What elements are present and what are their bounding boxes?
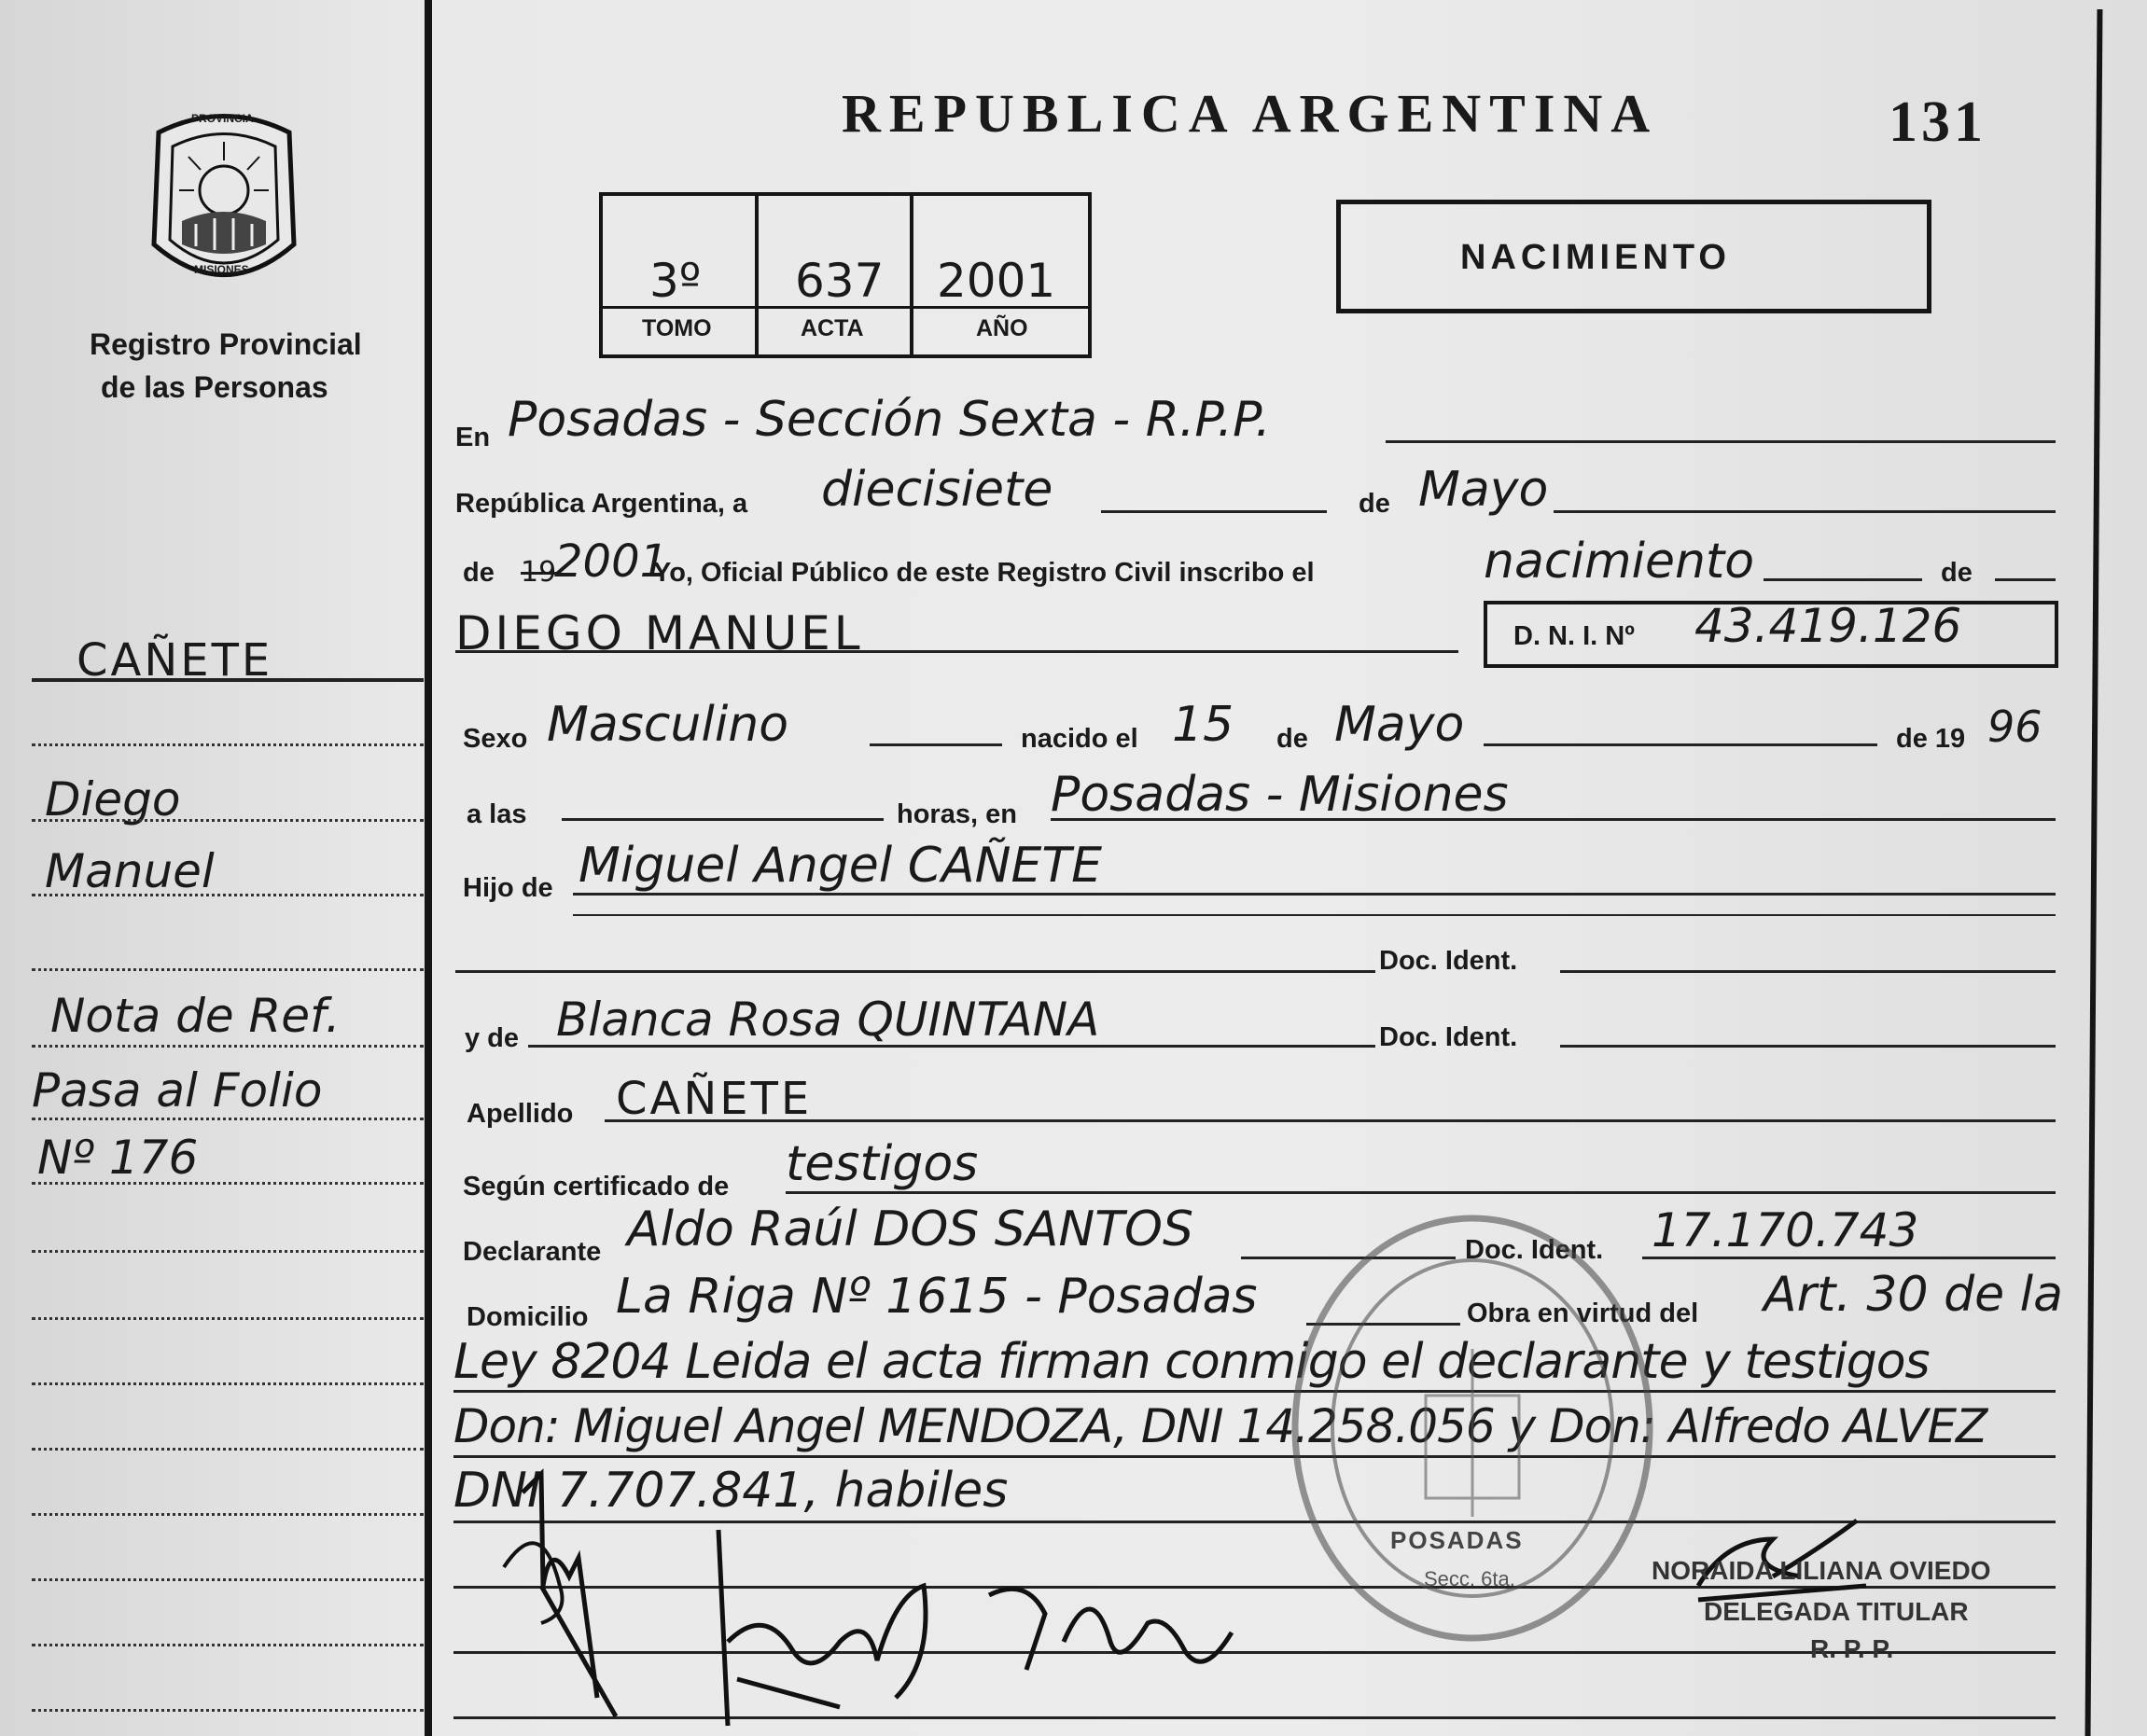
signature-declarant	[485, 1455, 634, 1726]
father-doc-rule	[455, 970, 1375, 973]
day-rule	[1101, 510, 1327, 513]
place-rule	[1051, 818, 2056, 821]
sidebar-line-14	[32, 1644, 424, 1646]
declarante-doc-rule	[1642, 1257, 2056, 1259]
sidebar-line-2	[32, 819, 424, 822]
segun-rule	[786, 1191, 2056, 1194]
yo-text: Yo, Oficial Público de este Registro Civil inscribo el	[653, 558, 1315, 588]
alas-label: a las	[467, 799, 527, 829]
sidebar-note-line2: Pasa al Folio	[32, 1063, 323, 1118]
declarante-doc-label: Doc. Ident.	[1465, 1235, 1604, 1265]
sidebar-given-name-2: Manuel	[45, 844, 215, 898]
stamp-city: POSADAS	[1390, 1526, 1524, 1554]
mother-doc-label: Doc. Ident.	[1379, 1022, 1518, 1052]
domicilio-value: La Riga Nº 1615 - Posadas	[616, 1269, 1258, 1325]
signature-witness-1	[690, 1511, 961, 1735]
dni-box	[1484, 601, 2058, 668]
dni-value: 43.419.126	[1694, 599, 1962, 653]
hijo-label: Hijo de	[463, 873, 553, 903]
mother-value: Blanca Rosa QUINTANA	[556, 993, 1100, 1047]
registry-title-line2: de las Personas	[101, 370, 328, 404]
declarante-doc-value: 17.170.743	[1652, 1203, 1919, 1257]
birth-year-value: 96	[1987, 701, 2042, 752]
acta-value: 637	[795, 254, 885, 308]
alas-rule	[562, 818, 884, 821]
sidebar-line-1	[32, 743, 424, 746]
obra-value: Art. 30 de la	[1764, 1267, 2063, 1323]
tomo-label: TOMO	[642, 315, 712, 341]
de19-label: de 19	[1896, 724, 1966, 754]
horas-label: horas, en	[897, 799, 1017, 829]
inscribo-rule	[1764, 578, 1922, 581]
de3-rule	[1995, 578, 2056, 581]
seal-text-bottom: MISIONES	[194, 263, 249, 276]
child-name-value: DIEGO MANUEL	[455, 606, 864, 660]
official-office: R. P. P.	[1810, 1634, 1894, 1663]
segun-value: testigos	[786, 1136, 979, 1192]
year-value: 2001	[554, 535, 669, 588]
de-label-2: de	[463, 558, 495, 588]
en-label: En	[455, 423, 491, 452]
record-identifier-box	[599, 192, 1092, 358]
father-doc-value-rule	[1560, 970, 2056, 973]
signature-witness-2	[970, 1558, 1250, 1688]
sidebar-line-12	[32, 1513, 424, 1516]
sexo-label: Sexo	[463, 724, 528, 754]
sidebar-surname: CAÑETE	[77, 634, 273, 687]
sidebar-line-11	[32, 1448, 424, 1451]
en-value: Posadas - Sección Sexta - R.P.P.	[508, 392, 1271, 448]
body-line-a: Ley 8204 Leida el acta firman conmigo el declarante y testigos	[453, 1334, 1930, 1390]
birth-month-value: Mayo	[1334, 697, 1465, 753]
sidebar-note-line1: Nota de Ref.	[50, 989, 341, 1043]
left-column-border	[425, 0, 432, 1736]
domicilio-label: Domicilio	[467, 1302, 589, 1332]
stamp-section: Secc. 6ta.	[1424, 1567, 1515, 1590]
father-rule-2	[573, 914, 2056, 916]
sidebar-line-13	[32, 1578, 424, 1581]
page-number: 131	[1889, 90, 1987, 154]
declarante-label: Declarante	[463, 1237, 602, 1267]
sidebar-line-10	[32, 1382, 424, 1385]
body-rule-a	[453, 1390, 2056, 1393]
father-doc-label: Doc. Ident.	[1379, 946, 1518, 976]
de-label-1: de	[1359, 489, 1390, 519]
sidebar-surname-rule	[32, 678, 424, 682]
apellido-value: CAÑETE	[616, 1073, 813, 1125]
country-title: REPUBLICA ARGENTINA	[842, 83, 1659, 144]
birth-month-rule	[1484, 743, 1877, 746]
sidebar-line-6	[32, 1118, 424, 1120]
year-prefix: 19	[521, 556, 557, 589]
record-type-box	[1336, 200, 1931, 313]
sidebar-line-5	[32, 1045, 424, 1048]
official-name: NORAIDA LILIANA OVIEDO	[1652, 1556, 1991, 1585]
apellido-rule	[605, 1119, 2056, 1122]
body-line-c: DNI 7.707.841, habiles	[453, 1463, 1009, 1519]
day-value: diecisiete	[821, 462, 1053, 518]
record-type-label: NACIMIENTO	[1460, 238, 1731, 277]
republica-label: República Argentina, a	[455, 489, 748, 519]
place-value: Posadas - Misiones	[1051, 767, 1509, 823]
tomo-value: 3º	[649, 254, 702, 308]
sidebar-given-name-1: Diego	[45, 772, 181, 826]
en-rule	[1386, 440, 2056, 443]
sidebar-line-15	[32, 1709, 424, 1712]
sidebar-note-line3: Nº 176	[37, 1131, 199, 1185]
sidebar-line-9	[32, 1317, 424, 1320]
sidebar-line-3	[32, 894, 424, 896]
seal-text-top: PROVINCIA	[191, 112, 254, 125]
body-rule-b	[453, 1455, 2056, 1458]
mother-rule	[528, 1045, 1375, 1048]
mother-doc-rule	[1560, 1045, 2056, 1048]
father-value: Miguel Angel CAÑETE	[579, 838, 1103, 894]
anio-value: 2001	[937, 254, 1056, 308]
de-label-3: de	[1941, 558, 1973, 588]
obra-label: Obra en virtud del	[1467, 1299, 1699, 1328]
name-rule	[455, 650, 1458, 653]
registry-title-line1: Registro Provincial	[90, 327, 362, 361]
sexo-rule	[870, 743, 1002, 746]
official-title: DELEGADA TITULAR	[1704, 1597, 1969, 1626]
de-label-4: de	[1276, 724, 1308, 754]
acta-label: ACTA	[801, 315, 864, 341]
month-value: Mayo	[1418, 462, 1549, 518]
dni-label: D. N. I. Nº	[1513, 621, 1635, 651]
yde-label: y de	[465, 1023, 520, 1053]
birth-day-value: 15	[1172, 697, 1234, 753]
apellido-label: Apellido	[467, 1099, 574, 1129]
father-rule	[573, 893, 2056, 896]
sidebar-line-7	[32, 1182, 424, 1185]
sexo-value: Masculino	[547, 697, 789, 753]
right-page-border	[2085, 9, 2103, 1736]
sidebar-line-8	[32, 1250, 424, 1253]
declarante-value: Aldo Raúl DOS SANTOS	[627, 1201, 1193, 1257]
sidebar-line-4	[32, 968, 424, 971]
body-line-b: Don: Miguel Angel MENDOZA, DNI 14.258.056 y Don: Alfredo ALVEZ	[453, 1399, 1987, 1453]
inscribo-value: nacimiento	[1484, 534, 1755, 590]
nacido-label: nacido el	[1021, 724, 1138, 754]
anio-label: AÑO	[976, 315, 1028, 341]
segun-label: Según certificado de	[463, 1172, 730, 1201]
month-rule	[1554, 510, 2056, 513]
